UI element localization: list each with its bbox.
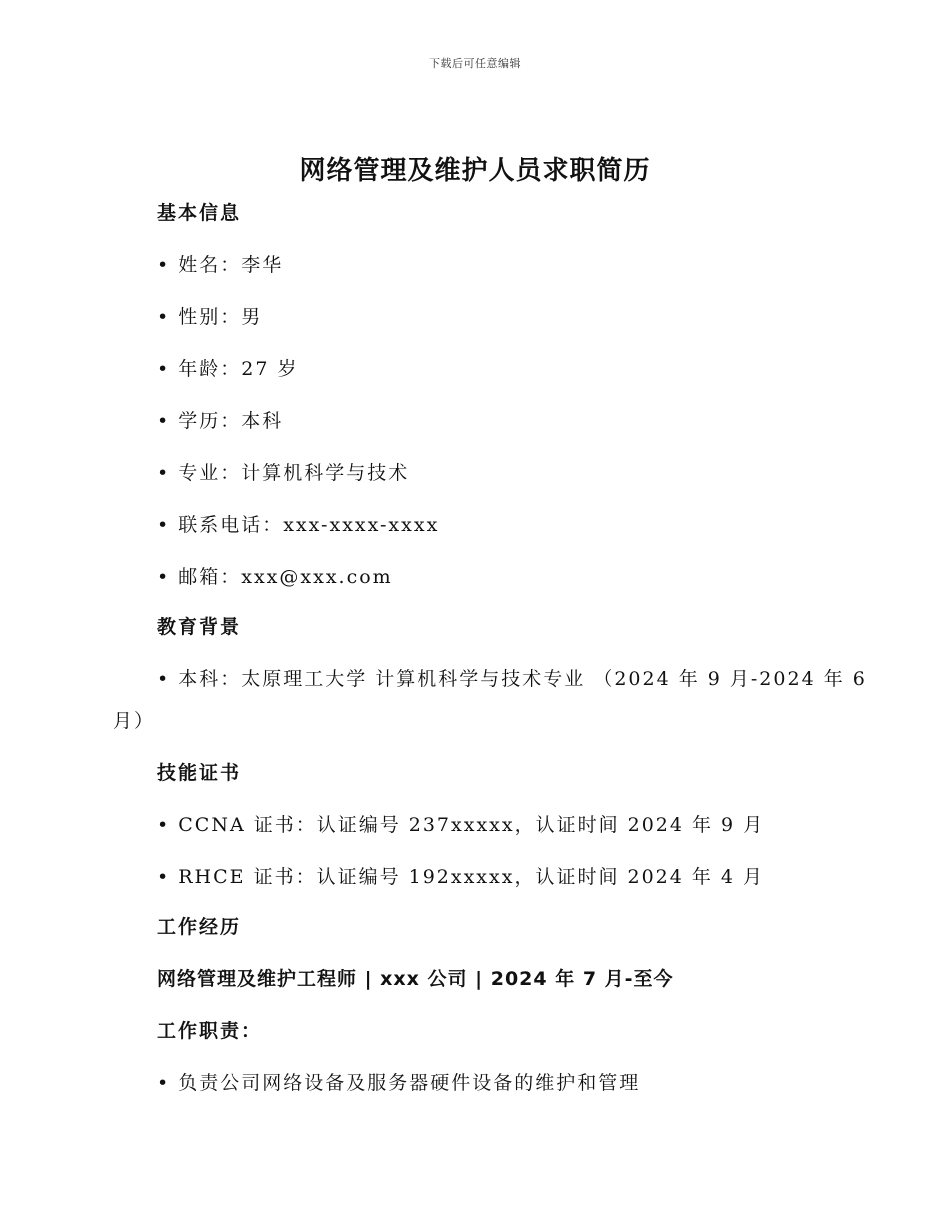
info-email: • 邮箱：xxx@xxx.com bbox=[157, 566, 393, 588]
header-note: 下载后可任意编辑 bbox=[429, 57, 521, 70]
section-heading-education: 教育背景 bbox=[157, 616, 242, 638]
info-degree: • 学历：本科 bbox=[157, 410, 284, 432]
info-gender: • 性别：男 bbox=[157, 306, 263, 328]
certificate-rhce: • RHCE 证书：认证编号 192xxxxx，认证时间 2024 年 4 月 bbox=[157, 866, 765, 888]
duties-heading: 工作职责： bbox=[157, 1020, 263, 1042]
certificate-ccna: • CCNA 证书：认证编号 237xxxxx，认证时间 2024 年 9 月 bbox=[157, 814, 765, 836]
section-heading-certificates: 技能证书 bbox=[157, 762, 242, 784]
info-phone: • 联系电话：xxx-xxxx-xxxx bbox=[157, 514, 440, 536]
job-title: 网络管理及维护工程师 | xxx 公司 | 2024 年 7 月-至今 bbox=[157, 968, 674, 990]
info-age: • 年龄：27 岁 bbox=[157, 358, 299, 380]
section-heading-basic-info: 基本信息 bbox=[157, 202, 242, 224]
education-line-continued: 月） bbox=[113, 710, 156, 732]
document-title: 网络管理及维护人员求职简历 bbox=[299, 156, 651, 186]
education-line: • 本科：太原理工大学 计算机科学与技术专业 （2024 年 9 月-2024 年 6 bbox=[157, 668, 867, 690]
info-major: • 专业：计算机科学与技术 bbox=[157, 462, 410, 484]
duty-item: • 负责公司网络设备及服务器硬件设备的维护和管理 bbox=[157, 1072, 641, 1094]
info-name: • 姓名：李华 bbox=[157, 254, 284, 276]
section-heading-work: 工作经历 bbox=[157, 916, 242, 938]
